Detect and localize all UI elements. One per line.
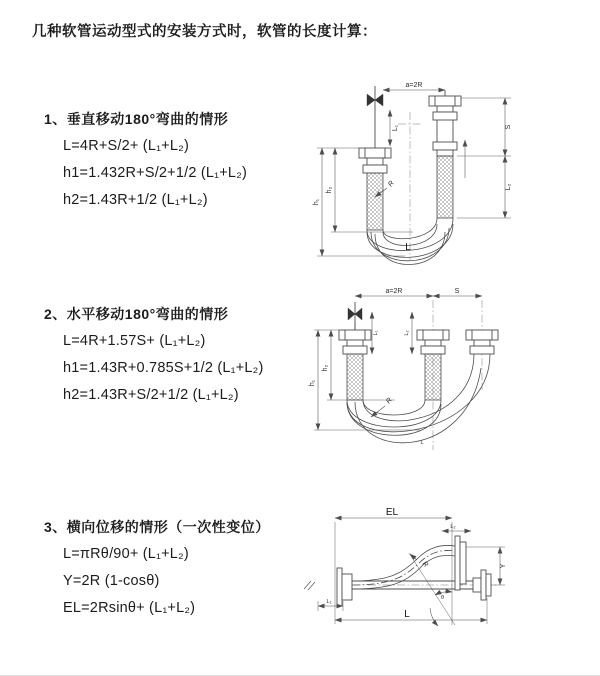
valve-icon (348, 302, 362, 330)
section-2-heading: 2、水平移动180°弯曲的情形 (44, 306, 229, 322)
radius-label: R (387, 179, 396, 189)
formula-h1: h1=1.432R+S/2+1/2 (L₁+L₂) (63, 165, 248, 181)
dimension-a2r (383, 82, 445, 90)
section-3-heading: 3、横向位移的情形（一次性变位） (44, 519, 270, 535)
formula-el: EL=2Rsinθ+ (L₁+L₂) (63, 600, 196, 616)
formula-l: L=4R+1.57S+ (L₁+L₂) (63, 333, 206, 349)
dim-label-a2r: a=2R (385, 288, 403, 295)
dim-label-l1: L₁ (373, 330, 379, 336)
section-1-heading: 1、垂直移动180°弯曲的情形 (44, 111, 229, 127)
formula-l: L=4R+S/2+ (L₁+L₂) (63, 138, 189, 154)
diagram-vertical-180 (305, 60, 585, 265)
dimension-l1 (390, 110, 399, 146)
dimension-l (335, 598, 487, 624)
dimension-h1 (309, 330, 420, 430)
dim-label-s: S (454, 288, 460, 295)
dimension-el (335, 507, 452, 624)
dim-label-h1: h₁ (313, 198, 320, 206)
dimension-h1 (313, 148, 405, 256)
left-pipe-fitting (339, 322, 371, 400)
dim-label-h2: h₂ (322, 364, 329, 372)
dimension-a2r (355, 288, 433, 296)
top-right-flange (455, 536, 466, 590)
dim-label-el: EL (385, 507, 399, 518)
dimension-s (433, 288, 482, 296)
length-label: L (405, 242, 411, 253)
right-pipe-fitting (466, 330, 498, 354)
dim-label-l2: L₂ (505, 183, 512, 191)
dim-label-l1: L₁ (392, 124, 399, 132)
left-pipe-fitting (359, 108, 391, 230)
dim-label-h2: h₂ (326, 186, 333, 194)
formula-l: L=πRθ/90+ (L₁+L₂) (63, 546, 189, 562)
middle-pipe-fitting (417, 330, 449, 400)
theta-label: θ (441, 595, 445, 601)
formula-h2: h2=1.43R+1/2 (L₁+L₂) (63, 192, 208, 208)
theta-construction (409, 522, 455, 626)
radius-label: R (385, 396, 394, 406)
dim-label-a2r: a=2R (405, 82, 423, 89)
displaced-hose (352, 545, 455, 589)
radius-label: R (420, 560, 430, 569)
section-lateral-displacement (44, 514, 270, 622)
dimension-l2 (404, 312, 412, 354)
diagram-horizontal-180 (300, 278, 595, 473)
dim-label-s: S (505, 124, 512, 130)
formula-h2: h2=1.43R+S/2+1/2 (L₁+L₂) (63, 387, 239, 403)
braid-right (437, 156, 453, 218)
dimension-l1 (372, 312, 379, 354)
section-horizontal-180 (44, 301, 264, 409)
bottom-right-flange (473, 570, 491, 600)
valve-icon (367, 86, 383, 108)
dim-label-l2: L₂ (404, 330, 410, 336)
formula-h1: h1=1.43R+0.785S+1/2 (L₁+L₂) (63, 360, 264, 376)
length-label: L (420, 440, 424, 446)
break-mark (304, 581, 315, 590)
diagram-lateral-displacement (295, 498, 600, 658)
dim-label-l2: L₂ (450, 524, 456, 530)
formula-y: Y=2R (1-cosθ) (63, 573, 160, 589)
hose-arcs (347, 354, 490, 443)
page-title: 几种软管运动型式的安装方式时，软管的长度计算： (32, 24, 377, 40)
dim-label-h1: h₁ (309, 379, 316, 387)
left-flange (337, 568, 352, 606)
dimension-l2 (442, 524, 471, 531)
right-pipe-fitting (429, 90, 461, 218)
dim-label-l1: L₁ (326, 599, 332, 605)
section-vertical-180 (44, 106, 247, 214)
dim-label-y: Y (500, 563, 507, 569)
braid-left (367, 173, 383, 230)
braid-left (347, 354, 363, 400)
braid-middle (425, 354, 441, 400)
dim-label-l: L (404, 609, 410, 620)
